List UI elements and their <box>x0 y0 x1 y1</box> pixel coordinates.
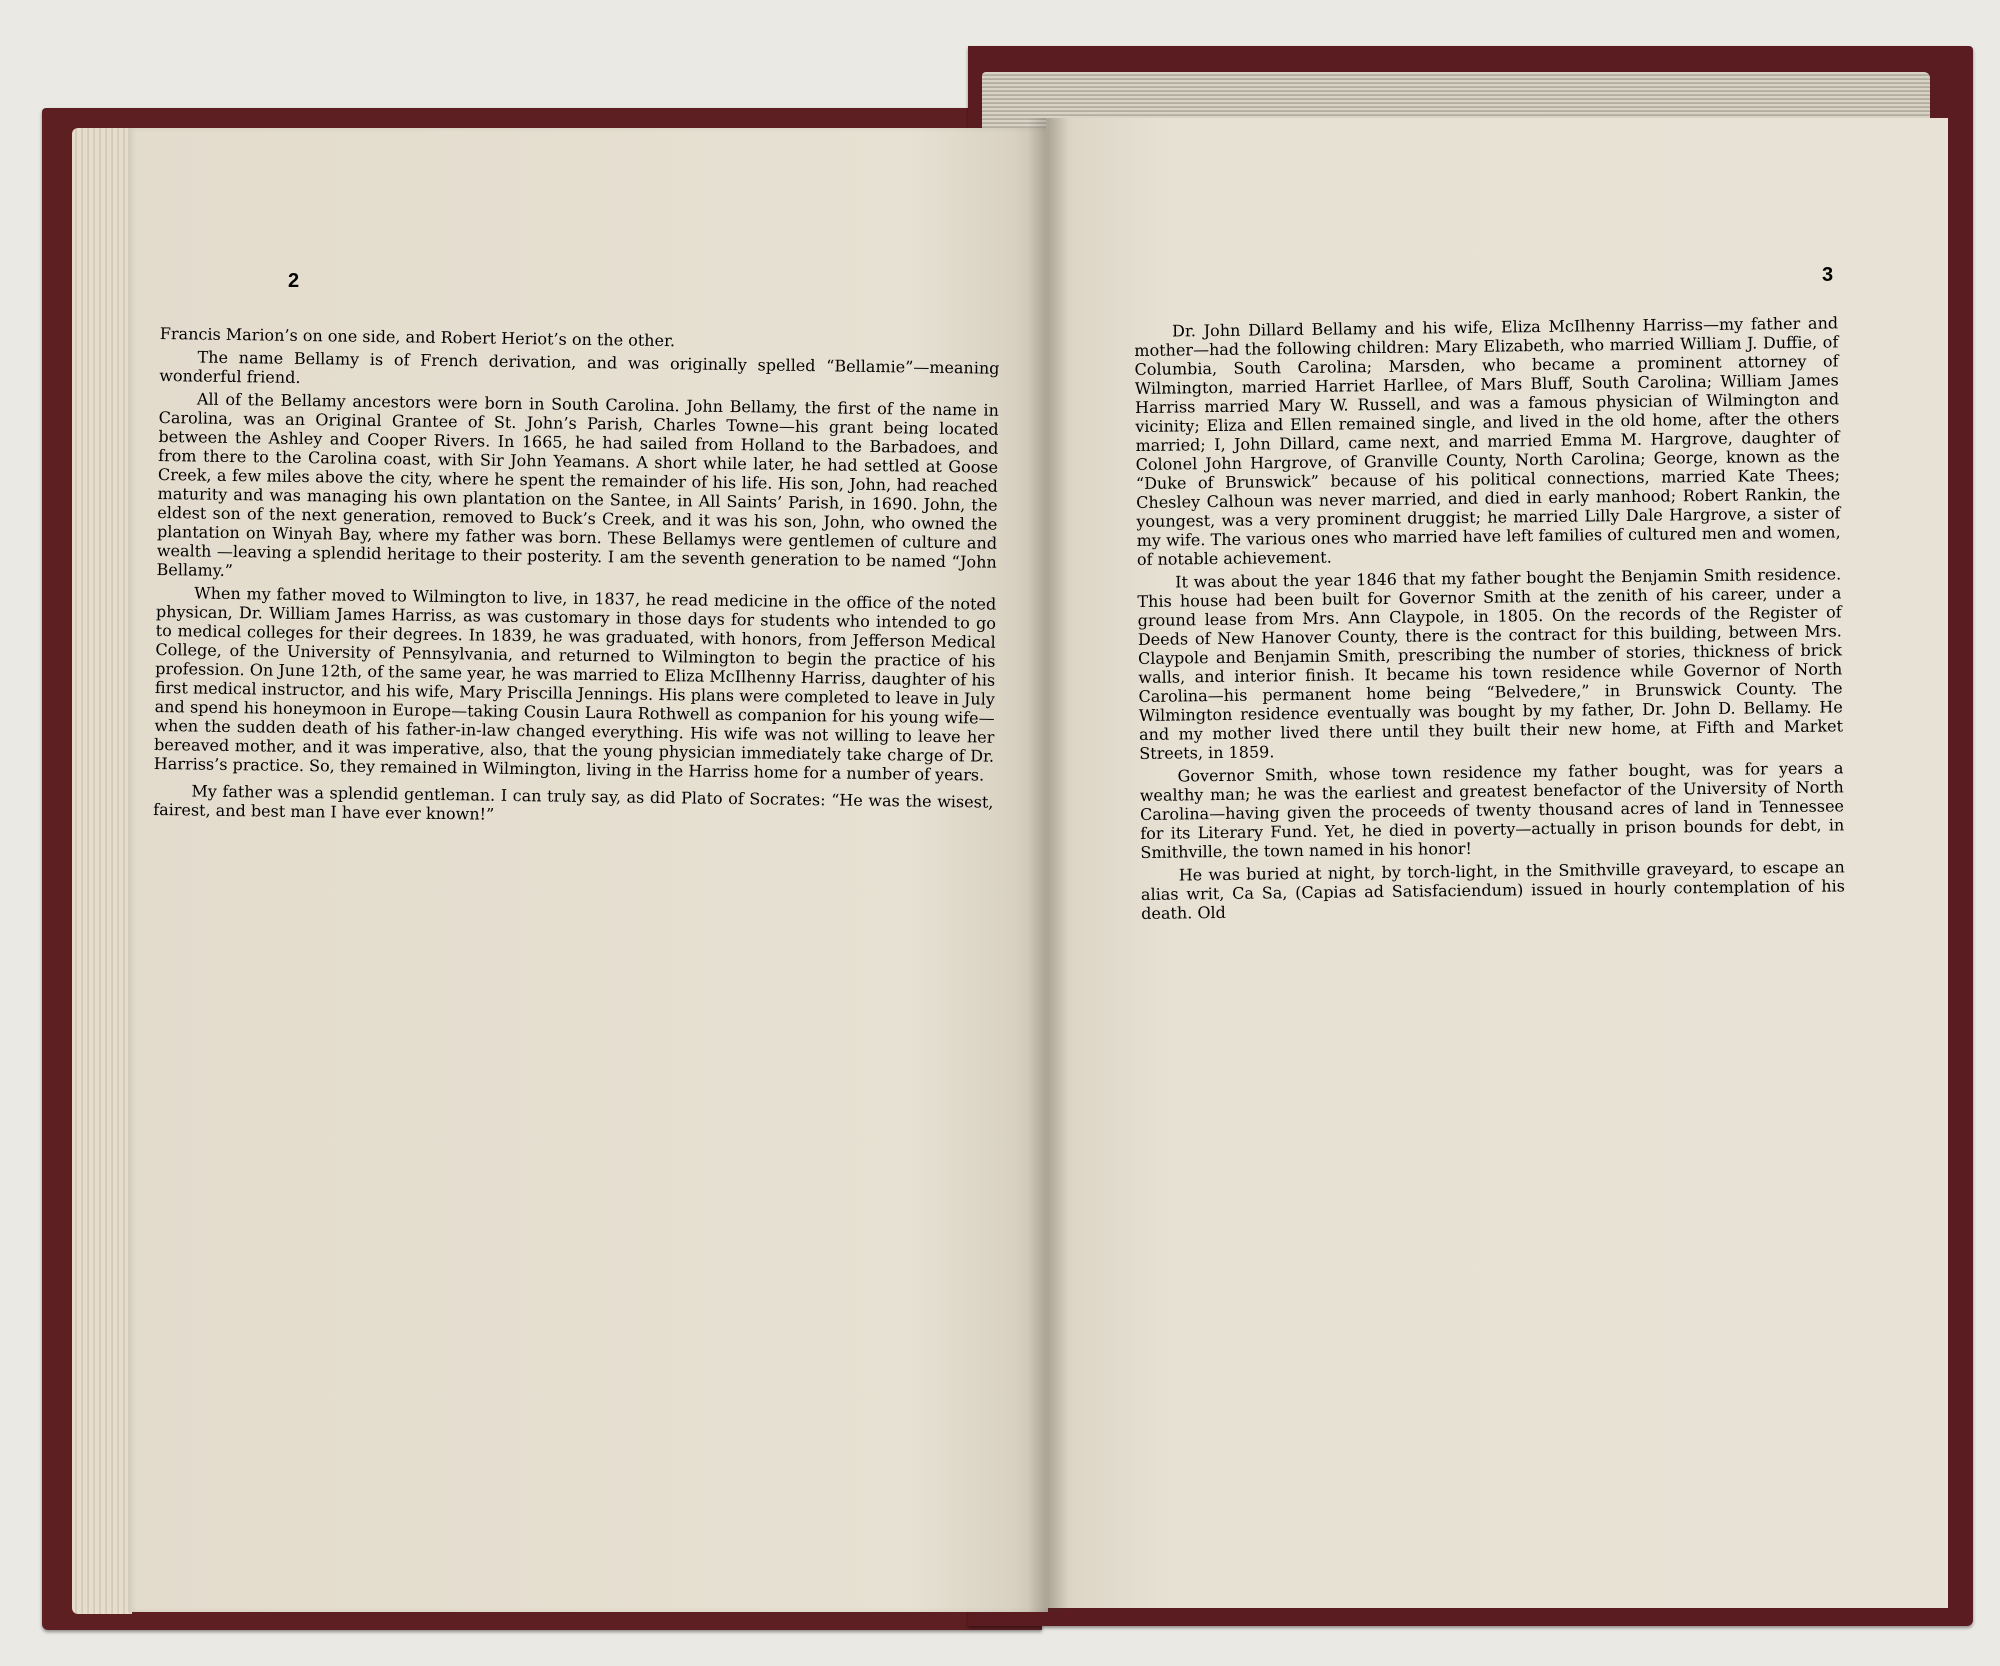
paragraph: The name Bellamy is of French derivation, and was originally spelled “Bellamie”—meaning wonderful friend. <box>159 347 1000 387</box>
paragraph: My father was a splendid gentleman. I can truly say, as did Plato of Socrates: “He was the wisest, fairest, and best man I have ever known!” <box>153 781 994 824</box>
paragraph: All of the Bellamy ancestors were born in South Carolina. John Bellamy, the first of the name in Carolina, was an Original Grantee of St. John’s Parish, Charles Towne—his grant being located between the Ashley and Cooper Rivers. In 1665, he had sailed from Holland to the Barbadoes, and from there to the Carolina coast, with Sir John Yeamans. A short while later, he had settled at Goose Creek, a few miles above the city, where he spent the remainder of his life. His son, John, had reached maturity and was managing his own plantation on the Santee, in All Saints’ Parish, in 1690. John, the eldest son of the next generation, removed to Buck’s Creek, and it was his son, John, who owned the plantation on Winyah Bay, where my father was born. These Bellamys were gentlemen of culture and wealth —leaving a splendid heritage to their posterity. I am the seventh generation to be named “John Bellamy.” <box>156 389 1000 581</box>
paragraph: Francis Marion’s on one side, and Robert Heriot’s on the other. <box>159 324 676 351</box>
right-page-text <box>1134 313 1845 927</box>
paragraph: Governor Smith, whose town residence my father bought, was for years a wealthy man; he was the earliest and greatest benefactor of the University of North Carolina—having given the proceeds of twenty thousand acres of land in Tennessee for its Literary Fund. Yet, he died in poverty—actually in prison bounds for debt, in Smithville, the town named in his honor! <box>1139 758 1845 862</box>
book-gutter <box>1028 118 1068 1612</box>
paragraph: When my father moved to Wilmington to live, in 1837, he read medicine in the office of the noted physican, Dr. William James Harriss, as was customary in those days for students who intended to go to medical colleges for their degrees. In 1839, he was graduated, with honors, from Jefferson Medical College, of the University of Pennsylvania, and returned to Wilmington to begin the practice of his profession. On June 12th, of the same year, he was married to Eliza McIlhenny Harriss, daughter of his first medical instructor, and his wife, Mary Priscilla Jennings. His plans were completed to leave in July and spend his honeymoon in Europe—taking Cousin Laura Rothwell as companion for his young wife—when the sudden death of his father-in-law changed everything. His wife was not willing to leave her bereaved mother, and it was imperative, also, that the young physician immediately take charge of Dr. Harriss’s practice. So, they remained in Wilmington, living in the Harriss home for a number of years. <box>153 583 997 785</box>
paragraph: Dr. John Dillard Bellamy and his wife, Eliza McIlhenny Harriss—my father and mother—had the following children: Mary Elizabeth, who married William J. Duffie, of Columbia, South Carolina; Marsden, who became a prominent attorney of Wilmington, married Harriet Harllee, of Mars Bluff, South Carolina; William James Harriss married Mary W. Russell, and was a famous physician of Wilmington and vicinity; Eliza and Ellen remained single, and lived in the old home, after the others married; I, John Dillard, came next, and married Emma M. Hargrove, daughter of Colonel John Hargrove, of Granville County, North Carolina; George, known as the “Duke of Brunswick” because of his political connections, married Kate Thees; Chesley Calhoun was never married, and died in early manhood; Robert Rankin, the youngest, was a very prominent druggist; he married Lilly Dale Hargrove, a sister of my wife. The various ones who married have left families of cultured men and women, of notable achievement. <box>1134 313 1841 569</box>
left-page-text <box>153 324 1000 835</box>
right-page-number: 3 <box>1822 264 1834 286</box>
page-edges-left <box>72 128 132 1614</box>
paragraph: He was buried at night, by torch-light, in the Smithville graveyard, to escape an alias writ, Ca Sa, (Capias ad Satisfaciendum) issued in hourly contemplation of his death. Old <box>1140 857 1846 923</box>
left-page-number: 2 <box>288 270 300 292</box>
paragraph: It was about the year 1846 that my father bought the Benjamin Smith residence. This house had been built for Governor Smith at the zenith of his career, under a ground lease from Mrs. Ann Claypole, in 1805. On the records of the Register of Deeds of New Hanover County, there is the contract for this building, between Mrs. Claypole and Benjamin Smith, prescribing the number of stories, thickness of brick walls, and interior finish. It became his town residence while Governor of North Carolina—his permanent home being “Belvedere,” in Brunswick County. The Wilmington residence eventually was bought by my father, Dr. John D. Bellamy. He and my mother lived there until they built their new home, at Fifth and Market Streets, in 1859. <box>1137 564 1844 763</box>
